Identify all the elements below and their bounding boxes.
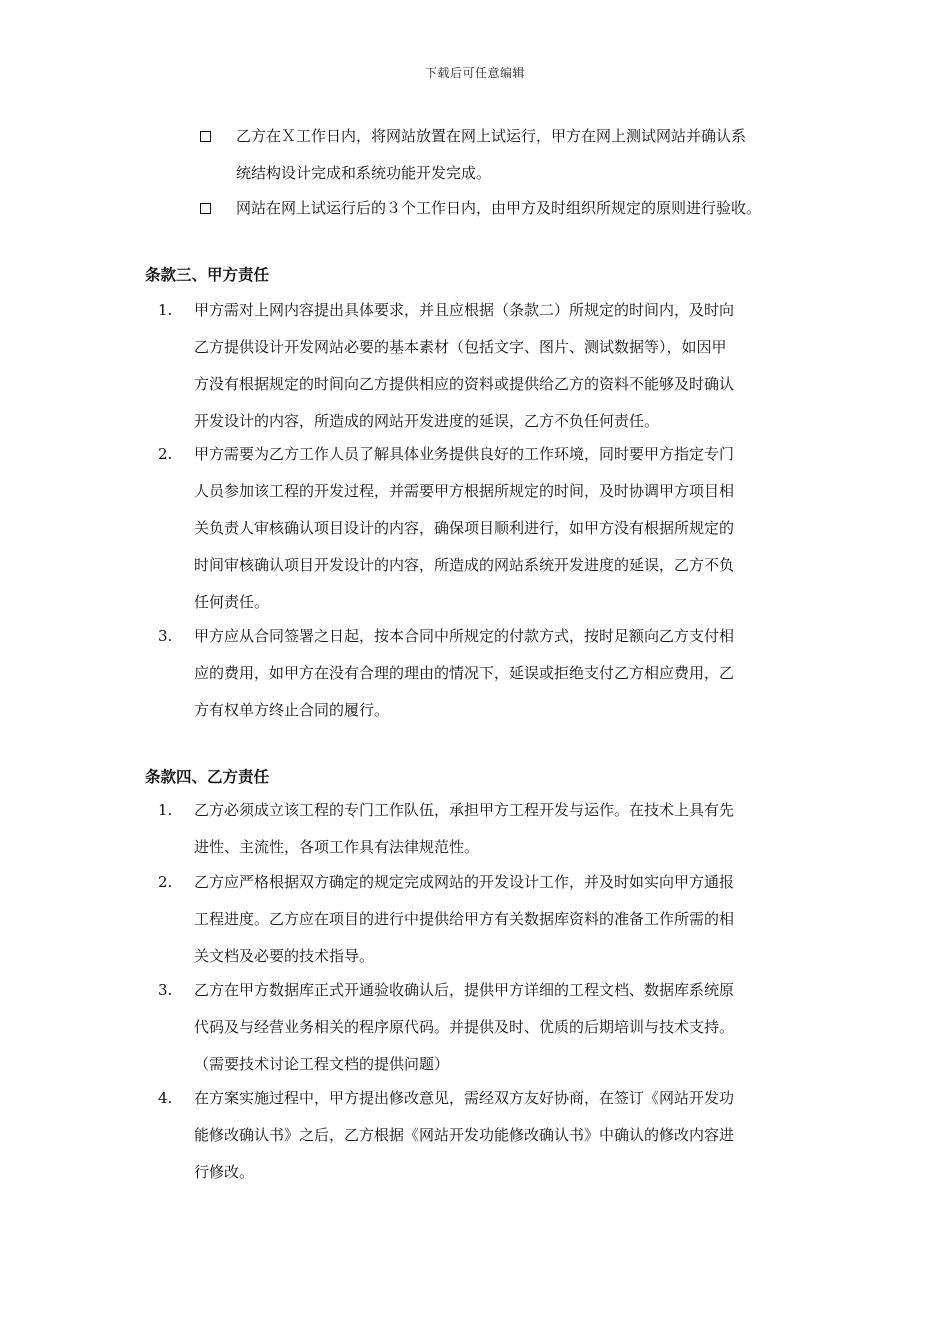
list-item [158, 618, 818, 729]
item-line: 进性、主流性，各项工作具有法律规范性。 [194, 838, 480, 856]
bullet-item [200, 190, 820, 227]
bullet-item [200, 118, 820, 192]
list-item [158, 972, 818, 1083]
item-number: 1. [158, 301, 173, 319]
item-line: 行修改。 [194, 1163, 255, 1181]
item-line: 开发设计的内容，所造成的网站开发进度的延误，乙方不负任何责任。 [194, 412, 660, 430]
item-line: 时间审核确认项目开发设计的内容，所造成的网站系统开发进度的延误，乙方不负 [194, 556, 735, 574]
list-item [158, 864, 818, 975]
item-line: 乙方必须成立该工程的专门工作队伍，承担甲方工程开发与运作。在技术上具有先 [194, 801, 735, 819]
item-line: 人员参加该工程的开发过程，并需要甲方根据所规定的时间，及时协调甲方项目相 [194, 482, 735, 500]
item-line: 在方案实施过程中，甲方提出修改意见，需经双方友好协商，在签订《网站开发功 [194, 1089, 735, 1107]
item-line: 乙方应严格根据双方确定的规定完成网站的开发设计工作，并及时如实向甲方通报 [194, 873, 735, 891]
item-number: 2. [158, 445, 173, 463]
bullet-line: 网站在网上试运行后的３个工作日内，由甲方及时组织所规定的原则进行验收。 [236, 199, 762, 217]
item-line: 乙方在甲方数据库正式开通验收确认后，提供甲方详细的工程文档、数据库系统原 [194, 981, 735, 999]
item-line: 甲方需要为乙方工作人员了解具体业务提供良好的工作环境，同时要甲方指定专门 [194, 445, 735, 463]
list-item [158, 1080, 818, 1191]
item-line: 能修改确认书》之后，乙方根据《网站开发功能修改确认书》中确认的修改内容进 [194, 1126, 735, 1144]
item-line: 应的费用，如甲方在没有合理的理由的情况下，延误或拒绝支付乙方相应费用，乙 [194, 664, 735, 682]
item-number: 2. [158, 873, 173, 891]
section-heading: 条款三、甲方责任 [145, 265, 270, 284]
item-number: 1. [158, 801, 173, 819]
section-heading: 条款四、乙方责任 [145, 767, 270, 786]
list-item [158, 436, 818, 621]
list-item [158, 292, 818, 440]
item-line: 乙方提供设计开发网站必要的基本素材（包括文字、图片、测试数据等），如因甲 [194, 338, 727, 356]
list-item [158, 792, 818, 866]
page-header: 下载后可任意编辑 [424, 66, 525, 80]
item-line: 工程进度。乙方应在项目的进行中提供给甲方有关数据库资料的准备工作所需的相 [194, 910, 735, 928]
item-line: 代码及与经营业务相关的程序原代码。并提供及时、优质的后期培训与技术支持。 [194, 1018, 735, 1036]
bullet-line: 乙方在Ｘ工作日内，将网站放置在网上试运行，甲方在网上测试网站并确认系 [236, 127, 747, 145]
item-number: 3. [158, 627, 173, 645]
item-line: 方没有根据规定的时间向乙方提供相应的资料或提供给乙方的资料不能够及时确认 [194, 375, 735, 393]
item-line: 甲方需对上网内容提出具体要求，并且应根据（条款二）所规定的时间内，及时向 [194, 301, 735, 319]
checkbox-square-icon [200, 131, 211, 142]
bullet-line: 统结构设计完成和系统功能开发完成。 [236, 164, 492, 182]
item-line: 方有权单方终止合同的履行。 [194, 701, 390, 719]
item-number: 4. [158, 1089, 173, 1107]
item-line: 任何责任。 [194, 593, 270, 611]
item-line: （需要技术讨论工程文档的提供问题） [194, 1055, 450, 1073]
item-number: 3. [158, 981, 173, 999]
item-line: 关文档及必要的技术指导。 [194, 947, 375, 965]
checkbox-square-icon [200, 203, 211, 214]
item-line: 关负责人审核确认项目设计的内容，确保项目顺利进行，如甲方没有根据所规定的 [194, 519, 735, 537]
item-line: 甲方应从合同签署之日起，按本合同中所规定的付款方式，按时足额向乙方支付相 [194, 627, 735, 645]
